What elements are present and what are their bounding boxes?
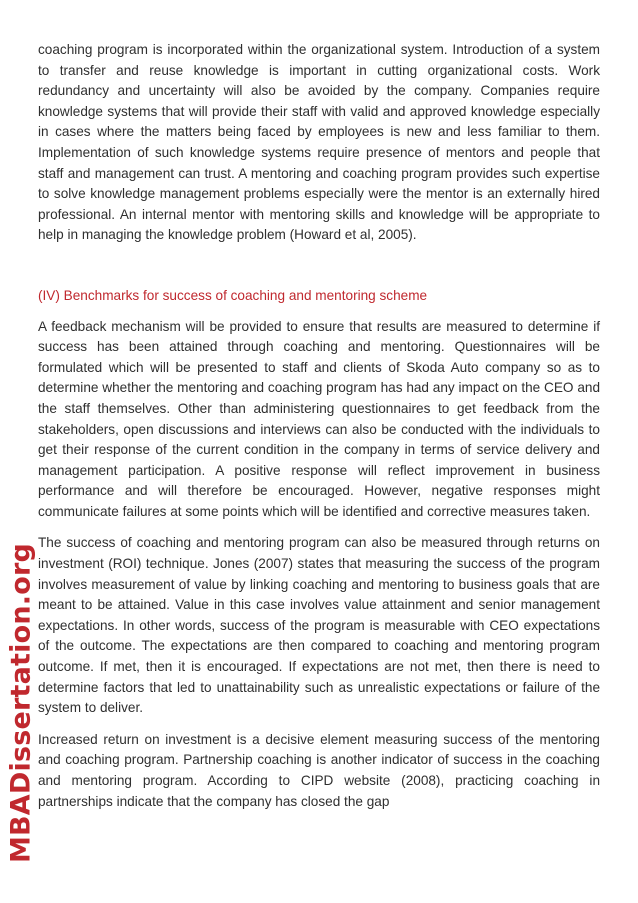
site-watermark — [4, 523, 38, 883]
increased-roi-paragraph: Increased return on investment is a decisive element measuring success of the mentoring and coaching program. Partnership coaching is another indicator of success in the coaching and mentoring program. According to CIPD website (2008), practicing coaching in partnerships indicate that the company has closed the gap — [38, 731, 600, 809]
intro-paragraph: coaching program is incorporated within the organizational system. Introduction of a system to transfer and reuse knowledge is important in cutting organizational costs. Work redundancy and uncertainty will also be avoided by the company. Companies require knowledge systems that will provide their staff with valid and approved knowledge especially in cases where the matters being faced by employees is new and less familiar to them. Implementation of such knowledge systems require presence of mentors and people that staff and management can trust. A mentoring and coaching program provides such expertise to solve knowledge management problems especially were the mentor is an externally hired professional. An internal mentor with mentoring skills and knowledge will be appropriate to help in managing the knowledge problem (Howard et al, 2005). — [38, 42, 600, 243]
roi-paragraph: The success of coaching and mentoring program can also be measured through returns on investment (ROI) technique. Jones (2007) states that measuring the success of the program involves measurement of value by linking coaching and mentoring to business goals that are meant to be attained. Value in this case involves value attainment and senior management expectations. In other words, success of the program is measurable with CEO expectations of the outcome. The expectations are then compared to coaching and mentoring program outcome. If met, then it is encouraged. If expectations are not met, then there is need to determine factors that led to unattainability such as unrealistic expectations or failure of the system to deliver. — [38, 535, 600, 716]
watermark-text: MBADissertation.org — [5, 542, 37, 864]
feedback-mechanism-paragraph: A feedback mechanism will be provided to ensure that results are measured to determine if success has been attained through coaching and mentoring. Questionnaires will be formulated which will be presented to staff and clients of Skoda Auto company so as to determine whether the mentoring and coaching program has had any impact on the CEO and the staff themselves. Other than administering questionnaires to get feedback from the stakeholders, open discussions and interviews can also be conducted with the individuals to get their response of the current condition in the company in terms of service delivery and management participation. A positive response will reflect improvement in business performance and will therefore be encouraged. However, negative responses might communicate failures at some points which will be identified and corrective measures taken. — [38, 318, 600, 519]
document-body — [38, 40, 600, 812]
section-heading: (IV) Benchmarks for success of coaching and mentoring scheme — [38, 287, 428, 303]
